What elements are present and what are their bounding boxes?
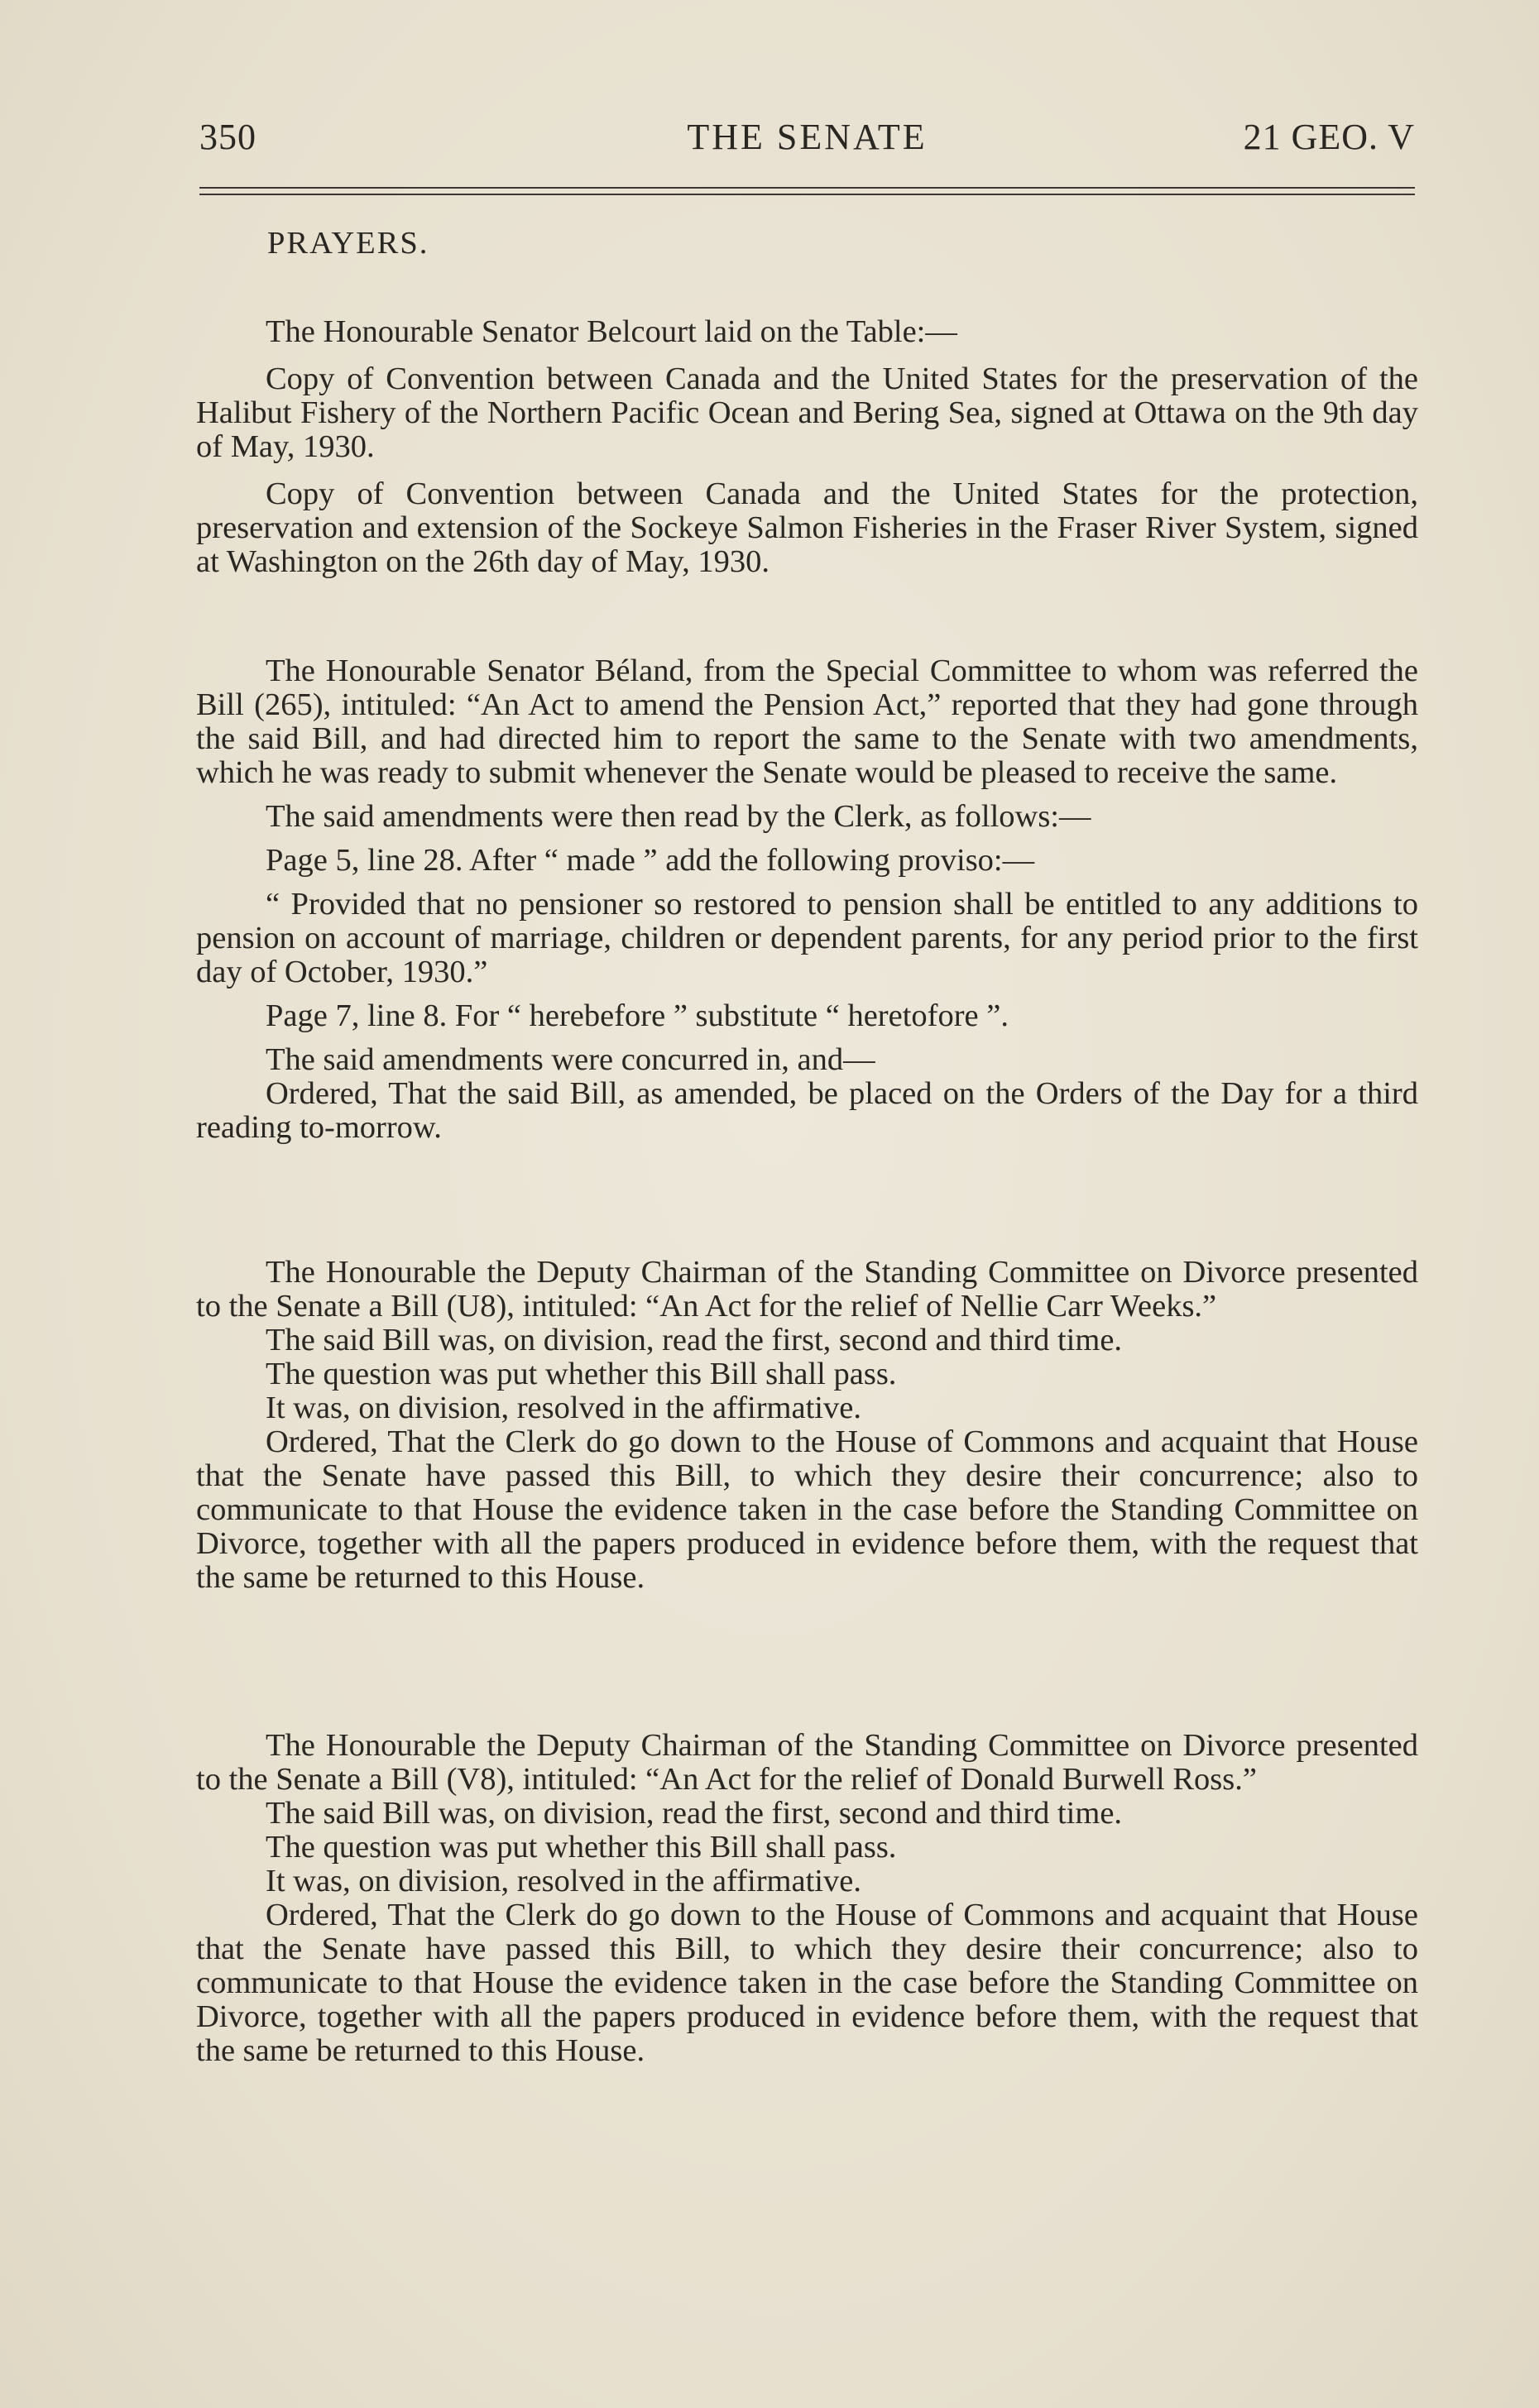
page-number: 350 bbox=[199, 117, 256, 157]
paragraph: Copy of Convention between Canada and the United States for the preservation of the Halibut Fishery of the Northern Pacific Ocean and Bering Sea, signed at Ottawa on the 9th day of May, 1930. bbox=[196, 361, 1418, 464]
paragraph: The Honourable the Deputy Chairman of the Standing Committee on Divorce presented to the Senate a Bill (U8), intituled: “An Act for the relief of Nellie Carr Weeks.” bbox=[196, 1255, 1418, 1324]
paragraph: The Honourable Senator Belcourt laid on the Table:— bbox=[266, 314, 957, 349]
page-title: THE SENATE bbox=[687, 117, 928, 157]
paragraph: The said amendments were concurred in, and— bbox=[266, 1042, 875, 1077]
section-heading: PRAYERS. bbox=[267, 226, 429, 261]
paragraph: It was, on division, resolved in the affirmative. bbox=[266, 1864, 861, 1898]
paragraph: Ordered, That the Clerk do go down to the House of Commons and acquaint that House that the Senate have passed this Bill, to which they desire their concurrence; also to communicate to that House the evidence taken in the case before the Standing Committee on Divorce, together with all the papers produced in evidence before them, with the request that the same be returned to this House. bbox=[196, 1898, 1418, 2068]
paragraph: The question was put whether this Bill shall pass. bbox=[266, 1830, 897, 1865]
paragraph: Ordered, That the said Bill, as amended, be placed on the Orders of the Day for a third reading to-morrow. bbox=[196, 1076, 1418, 1145]
paragraph: The Honourable Senator Béland, from the Special Committee to whom was referred the Bill (265), intituled: “An Act to amend the Pension Act,” reported that they had gone through the said Bill, and had directed him to report the same to the Senate with two amendments, which he was ready to submit whenever the Senate would be pleased to receive the same. bbox=[196, 653, 1418, 790]
paragraph: Page 5, line 28. After “ made ” add the following proviso:— bbox=[266, 843, 1035, 878]
paragraph: The said Bill was, on division, read the first, second and third time. bbox=[266, 1796, 1123, 1831]
paragraph: “ Provided that no pensioner so restored to pension shall be entitled to any additions to pension on account of marriage, children or dependent parents, for any period prior to the first day of October, 1930.” bbox=[196, 887, 1418, 989]
header-rule-bottom bbox=[199, 194, 1415, 195]
section-belcourt bbox=[196, 315, 1418, 579]
header-rule-top bbox=[199, 187, 1415, 189]
regnal-year: 21 GEO. V bbox=[1243, 117, 1415, 157]
section-divorce-u8 bbox=[196, 1256, 1418, 1595]
paragraph: The said Bill was, on division, read the first, second and third time. bbox=[266, 1323, 1123, 1357]
paragraph: Copy of Convention between Canada and the United States for the protection, preservation and extension of the Sockeye Salmon Fisheries in the Fraser River System, signed at Washington on the 26th day of May, 1930. bbox=[196, 476, 1418, 579]
paragraph: The question was put whether this Bill shall pass. bbox=[266, 1357, 897, 1391]
page-header bbox=[199, 116, 1415, 165]
paragraph: Ordered, That the Clerk do go down to the House of Commons and acquaint that House that the Senate have passed this Bill, to which they desire their concurrence; also to communicate to that House the evidence taken in the case before the Standing Committee on Divorce, together with all the papers produced in evidence before them, with the request that the same be returned to this House. bbox=[196, 1424, 1418, 1595]
section-divorce-v8 bbox=[196, 1729, 1418, 2068]
paragraph: Page 7, line 8. For “ herebefore ” substitute “ heretofore ”. bbox=[266, 998, 1009, 1033]
paragraph: It was, on division, resolved in the affirmative. bbox=[266, 1391, 861, 1425]
section-beland bbox=[196, 654, 1418, 1145]
paragraph: The Honourable the Deputy Chairman of the Standing Committee on Divorce presented to the Senate a Bill (V8), intituled: “An Act for the relief of Donald Burwell Ross.” bbox=[196, 1728, 1418, 1797]
paragraph: The said amendments were then read by the Clerk, as follows:— bbox=[266, 799, 1091, 834]
